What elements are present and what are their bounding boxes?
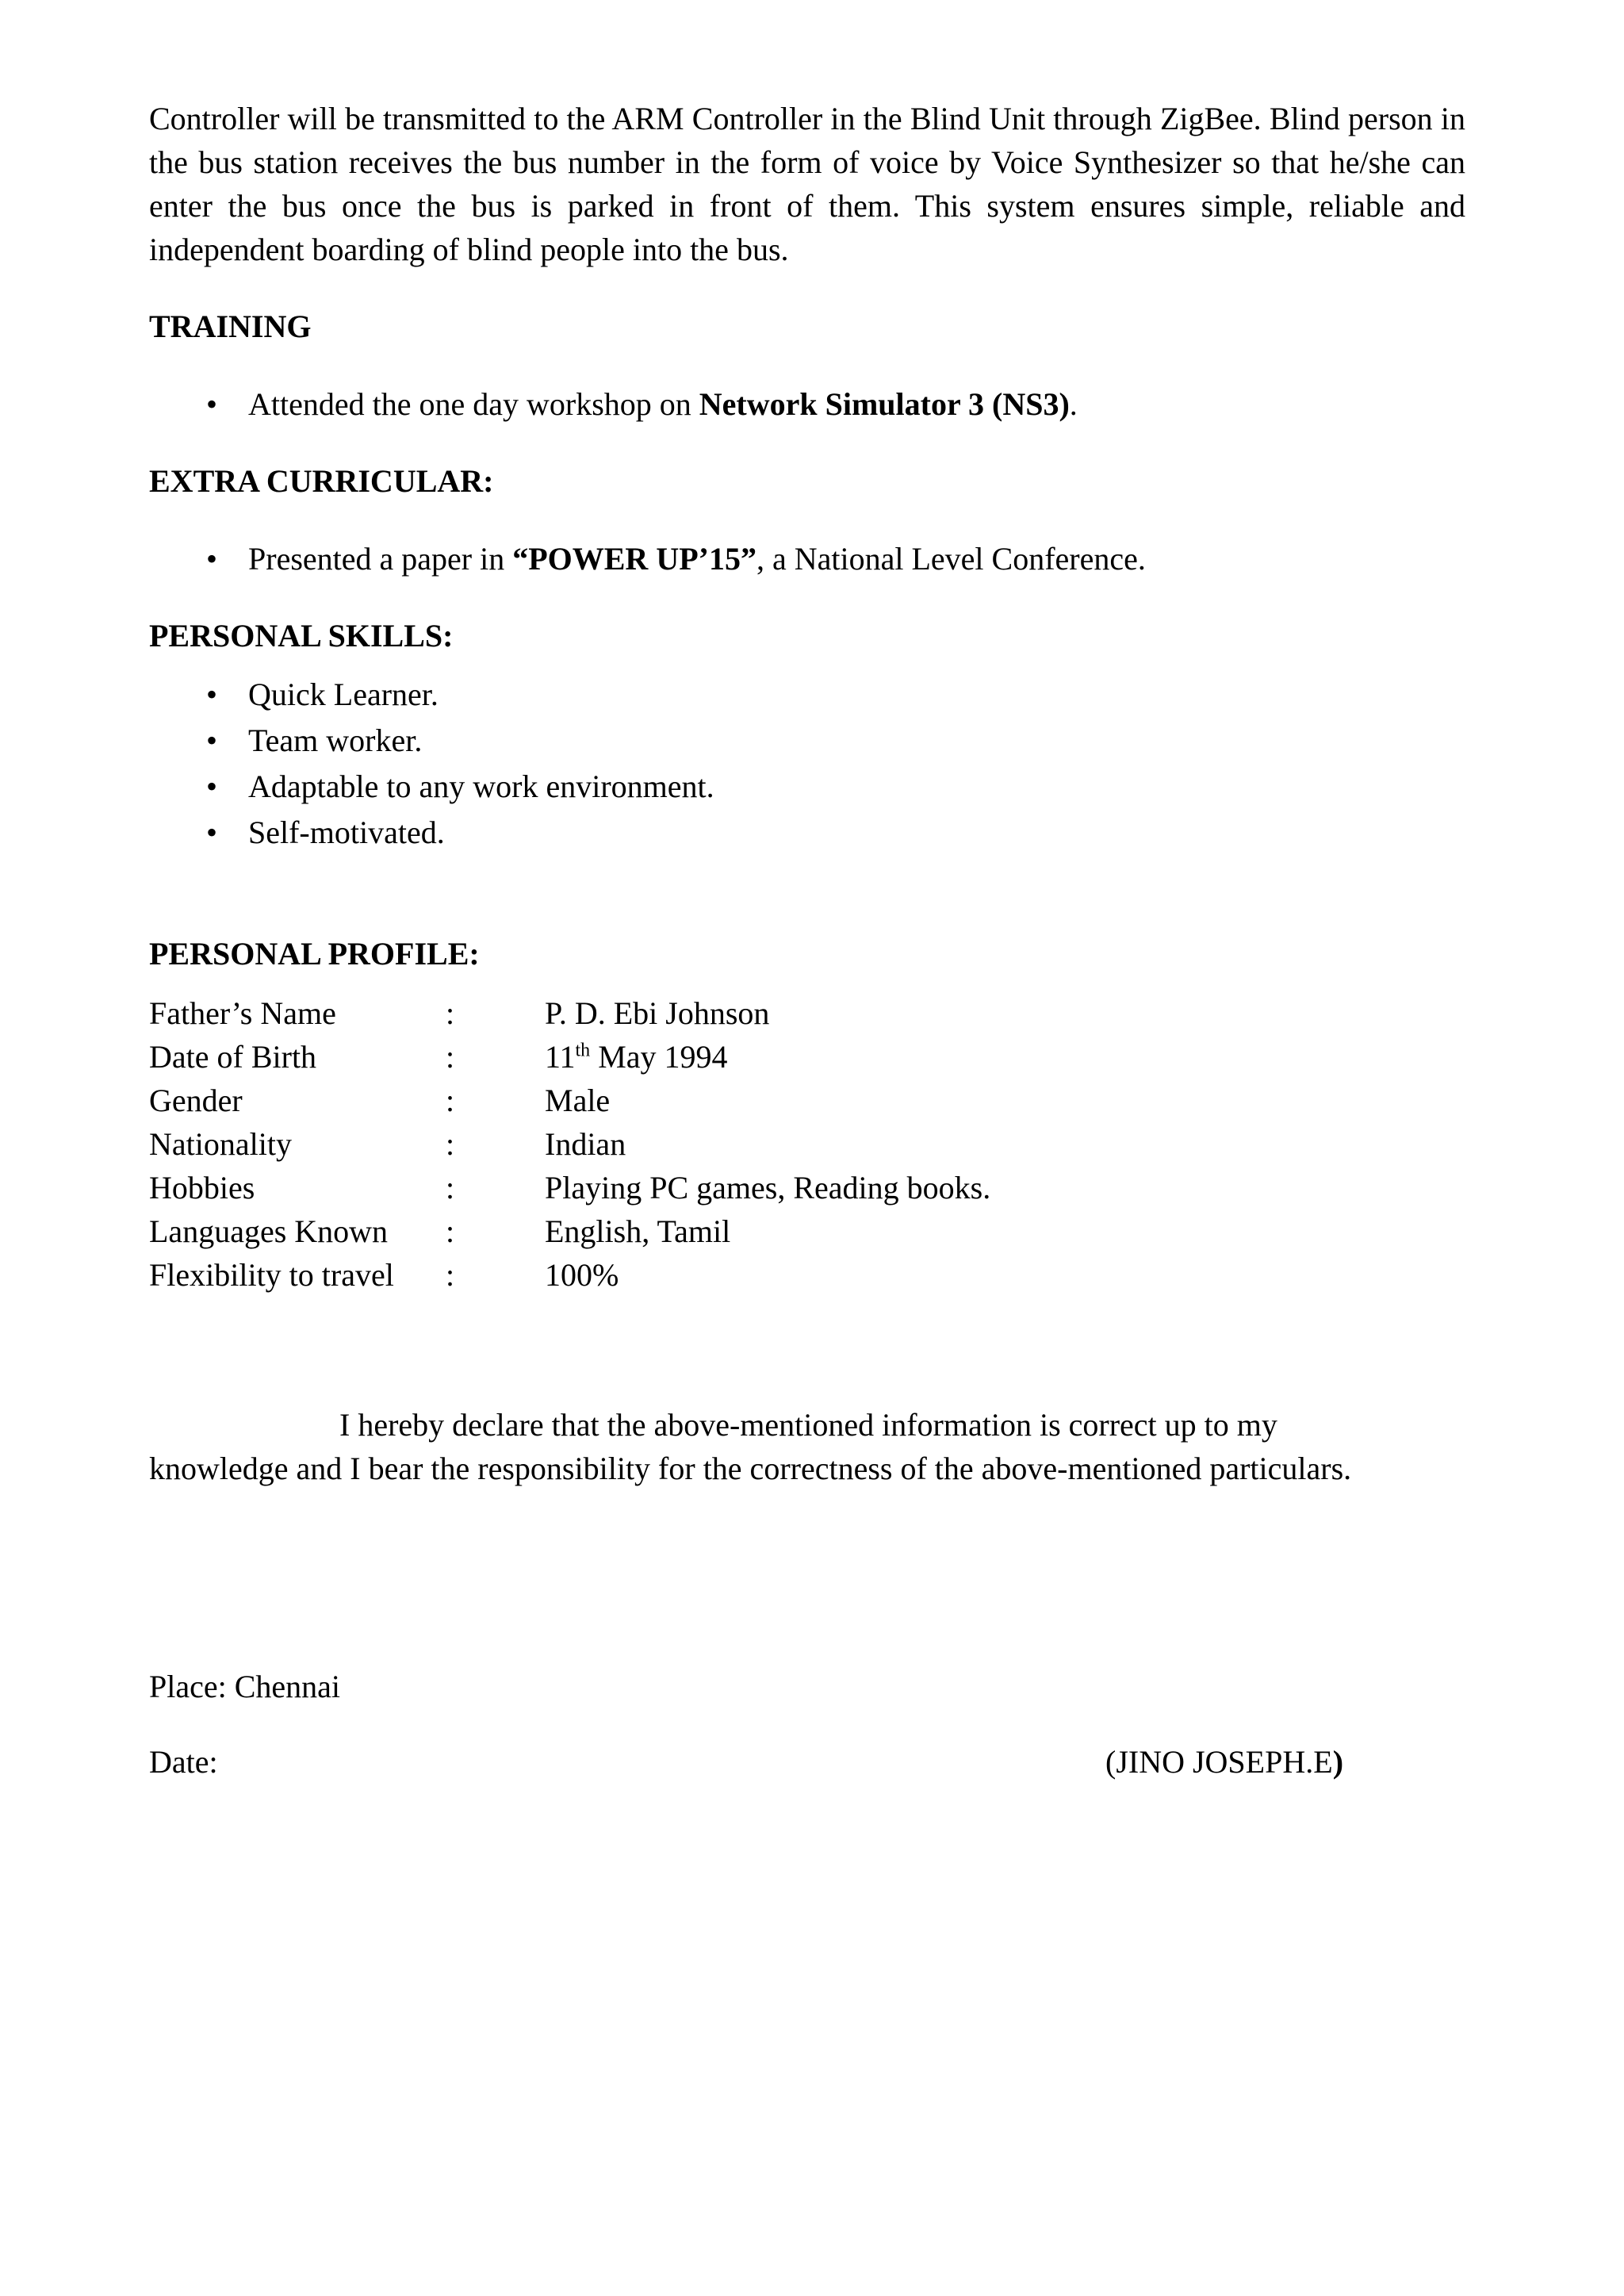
profile-value: English, Tamil [545, 1213, 731, 1249]
skill-item: • Adaptable to any work environment. [149, 764, 1465, 810]
declaration [149, 1403, 1465, 1490]
dob-ordinal-suffix: th [575, 1040, 591, 1061]
profile-separator: : [446, 1083, 455, 1118]
training-item [149, 381, 1465, 427]
profile-label: Nationality [149, 1126, 292, 1162]
signature-name [1105, 1740, 1343, 1784]
profile-value: 100% [545, 1257, 619, 1293]
personal-profile-heading: PERSONAL PROFILE: [149, 936, 480, 972]
profile-label: Date of Birth [149, 1039, 317, 1075]
signature-close-paren: ) [1332, 1744, 1344, 1780]
extra-item-prefix: Presented a paper in [248, 541, 513, 577]
profile-label: Languages Known [149, 1213, 389, 1249]
profile-value: P. D. Ebi Johnson [545, 995, 770, 1031]
skill-item: • Quick Learner. [149, 672, 1465, 718]
profile-row-nationality [149, 1122, 990, 1166]
profile-separator: : [446, 1039, 455, 1075]
profile-separator: : [446, 1126, 455, 1162]
profile-row-fathers-name [149, 991, 990, 1035]
profile-value [545, 1035, 990, 1079]
profile-row-hobbies [149, 1166, 990, 1209]
profile-separator: : [446, 1213, 455, 1249]
extra-curricular-list [149, 536, 1465, 582]
extra-item-suffix: , a National Level Conference. [756, 541, 1146, 577]
skill-item: • Self-motivated. [149, 810, 1465, 856]
personal-skills-list [149, 672, 1465, 856]
project-description-paragraph: Controller will be transmitted to the ARM Controller in the Blind Unit through ZigBee. Blind person in the bus station receives the bus number in the form of voice by Voice Synthesizer so that he/she can enter the bus once the bus is parked in front of them. This system ensures simple, reliable and independent boarding of blind people into the bus. [149, 101, 1465, 267]
profile-row-date-of-birth [149, 1035, 990, 1079]
skill-item: • Team worker. [149, 718, 1465, 764]
profile-row-gender [149, 1079, 990, 1122]
profile-row-languages [149, 1209, 990, 1253]
resume-page [149, 97, 1465, 1784]
dob-month-year: May 1994 [590, 1039, 728, 1075]
profile-value: Male [545, 1083, 611, 1118]
profile-separator: : [446, 1257, 455, 1293]
date-label: Date: [149, 1744, 218, 1780]
personal-skills-heading: PERSONAL SKILLS: [149, 618, 454, 654]
dob-day: 11 [545, 1039, 576, 1075]
personal-profile-table [149, 991, 990, 1297]
extra-curricular-heading: EXTRA CURRICULAR: [149, 463, 494, 499]
training-item-suffix: . [1069, 386, 1078, 422]
training-item-bold: Network Simulator 3 (NS3) [699, 386, 1070, 422]
profile-value: Indian [545, 1126, 626, 1162]
profile-label: Gender [149, 1083, 243, 1118]
declaration-line-2: knowledge and I bear the responsibility for the correctness of the above-mentioned particulars. [149, 1451, 1352, 1486]
signature-text: (JINO JOSEPH.E [1105, 1744, 1333, 1780]
training-heading: TRAINING [149, 309, 312, 344]
declaration-line-1: I hereby declare that the above-mentioned information is correct up to my [339, 1407, 1277, 1443]
profile-separator: : [446, 1170, 455, 1205]
training-item-prefix: Attended the one day workshop on [248, 386, 699, 422]
extra-item-bold: “POWER UP’15” [512, 541, 756, 577]
training-list [149, 381, 1465, 427]
date-signature-row [149, 1740, 1465, 1784]
profile-label: Flexibility to travel [149, 1257, 394, 1293]
extra-curricular-item [149, 536, 1465, 582]
profile-label: Father’s Name [149, 995, 336, 1031]
profile-label: Hobbies [149, 1170, 255, 1205]
place-line: Place: Chennai [149, 1669, 341, 1704]
profile-value: Playing PC games, Reading books. [545, 1170, 991, 1205]
profile-separator: : [446, 995, 455, 1031]
profile-row-flexibility [149, 1253, 990, 1297]
